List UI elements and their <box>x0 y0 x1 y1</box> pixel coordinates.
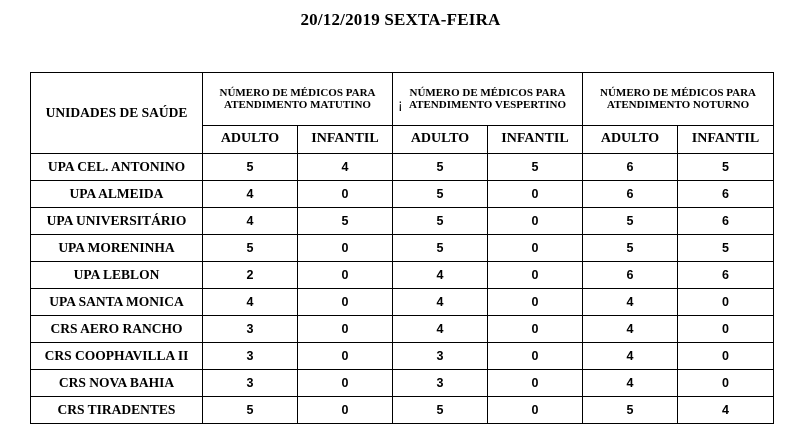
night-adult-cell: 6 <box>583 262 678 289</box>
document-title: 20/12/2019 SEXTA-FEIRA <box>300 10 501 29</box>
afternoon-adult-cell: 5 <box>393 397 488 424</box>
night-adult-cell: 5 <box>583 208 678 235</box>
night-adult-cell: 6 <box>583 154 678 181</box>
night-adult-cell: 4 <box>583 343 678 370</box>
morning-adult-cell: 5 <box>203 154 298 181</box>
morning-child-cell: 0 <box>298 289 393 316</box>
morning-adult-cell: 5 <box>203 235 298 262</box>
afternoon-adult-cell: 5 <box>393 181 488 208</box>
night-child-cell: 0 <box>678 289 774 316</box>
unit-name-cell: UPA MORENINHA <box>31 235 203 262</box>
table-row <box>31 208 774 235</box>
night-child-cell: 0 <box>678 370 774 397</box>
table-row <box>31 316 774 343</box>
unit-name-cell: CRS NOVA BAHIA <box>31 370 203 397</box>
afternoon-adult-cell: 5 <box>393 154 488 181</box>
morning-adult-cell: 5 <box>203 397 298 424</box>
night-child-cell: 5 <box>678 235 774 262</box>
afternoon-adult-cell: 4 <box>393 262 488 289</box>
night-group-header: NÚMERO DE MÉDICOS PARA ATENDIMENTO NOTURNO <box>583 73 774 126</box>
afternoon-adult-cell: 3 <box>393 343 488 370</box>
afternoon-child-cell: 0 <box>488 181 583 208</box>
afternoon-child-cell: 0 <box>488 208 583 235</box>
night-child-cell: 6 <box>678 208 774 235</box>
afternoon-child-cell: 0 <box>488 370 583 397</box>
afternoon-child-cell: 0 <box>488 316 583 343</box>
table-row <box>31 262 774 289</box>
morning-child-cell: 0 <box>298 397 393 424</box>
table-row <box>31 343 774 370</box>
afternoon-child-header: INFANTIL <box>488 125 583 153</box>
morning-adult-header: ADULTO <box>203 125 298 153</box>
morning-child-cell: 0 <box>298 316 393 343</box>
afternoon-child-cell: 5 <box>488 154 583 181</box>
morning-adult-cell: 4 <box>203 208 298 235</box>
afternoon-child-cell: 0 <box>488 397 583 424</box>
night-adult-cell: 5 <box>583 397 678 424</box>
afternoon-group-header: NÚMERO DE MÉDICOS PARA ATENDIMENTO VESPERTINO <box>393 73 583 126</box>
unit-name-cell: CRS TIRADENTES <box>31 397 203 424</box>
unit-column-header: UNIDADES DE SAÚDE <box>31 73 203 154</box>
night-child-cell: 6 <box>678 181 774 208</box>
table-row <box>31 181 774 208</box>
morning-group-header: NÚMERO DE MÉDICOS PARA ATENDIMENTO MATUTINO <box>203 73 393 126</box>
afternoon-child-cell: 0 <box>488 262 583 289</box>
night-adult-cell: 5 <box>583 235 678 262</box>
morning-child-cell: 4 <box>298 154 393 181</box>
night-child-cell: 6 <box>678 262 774 289</box>
table-body <box>31 154 774 424</box>
night-adult-cell: 6 <box>583 181 678 208</box>
table-header-row <box>31 73 774 126</box>
night-child-cell: 5 <box>678 154 774 181</box>
table-row <box>31 370 774 397</box>
morning-adult-cell: 3 <box>203 343 298 370</box>
afternoon-child-cell: 0 <box>488 235 583 262</box>
morning-child-cell: 0 <box>298 235 393 262</box>
text-cursor-icon: ¡ <box>398 96 403 112</box>
unit-name-cell: CRS AERO RANCHO <box>31 316 203 343</box>
table-row <box>31 154 774 181</box>
afternoon-adult-cell: 5 <box>393 208 488 235</box>
doctors-schedule-table <box>30 72 774 424</box>
afternoon-child-cell: 0 <box>488 289 583 316</box>
table-row <box>31 235 774 262</box>
night-child-cell: 0 <box>678 316 774 343</box>
night-adult-cell: 4 <box>583 316 678 343</box>
table-row <box>31 289 774 316</box>
night-child-cell: 4 <box>678 397 774 424</box>
afternoon-adult-cell: 5 <box>393 235 488 262</box>
unit-name-cell: UPA SANTA MONICA <box>31 289 203 316</box>
afternoon-adult-cell: 4 <box>393 289 488 316</box>
morning-child-cell: 0 <box>298 262 393 289</box>
morning-child-cell: 0 <box>298 181 393 208</box>
unit-name-cell: UPA CEL. ANTONINO <box>31 154 203 181</box>
afternoon-adult-cell: 3 <box>393 370 488 397</box>
morning-child-cell: 0 <box>298 343 393 370</box>
morning-child-header: INFANTIL <box>298 125 393 153</box>
morning-adult-cell: 2 <box>203 262 298 289</box>
night-child-cell: 0 <box>678 343 774 370</box>
night-child-header: INFANTIL <box>678 125 774 153</box>
morning-adult-cell: 3 <box>203 316 298 343</box>
unit-name-cell: UPA ALMEIDA <box>31 181 203 208</box>
night-adult-cell: 4 <box>583 370 678 397</box>
morning-adult-cell: 4 <box>203 289 298 316</box>
morning-child-cell: 0 <box>298 370 393 397</box>
afternoon-child-cell: 0 <box>488 343 583 370</box>
table-row <box>31 397 774 424</box>
unit-name-cell: CRS COOPHAVILLA II <box>31 343 203 370</box>
unit-name-cell: UPA UNIVERSITÁRIO <box>31 208 203 235</box>
night-adult-cell: 4 <box>583 289 678 316</box>
morning-adult-cell: 4 <box>203 181 298 208</box>
afternoon-adult-header: ADULTO <box>393 125 488 153</box>
unit-name-cell: UPA LEBLON <box>31 262 203 289</box>
morning-adult-cell: 3 <box>203 370 298 397</box>
afternoon-adult-cell: 4 <box>393 316 488 343</box>
night-adult-header: ADULTO <box>583 125 678 153</box>
morning-child-cell: 5 <box>298 208 393 235</box>
